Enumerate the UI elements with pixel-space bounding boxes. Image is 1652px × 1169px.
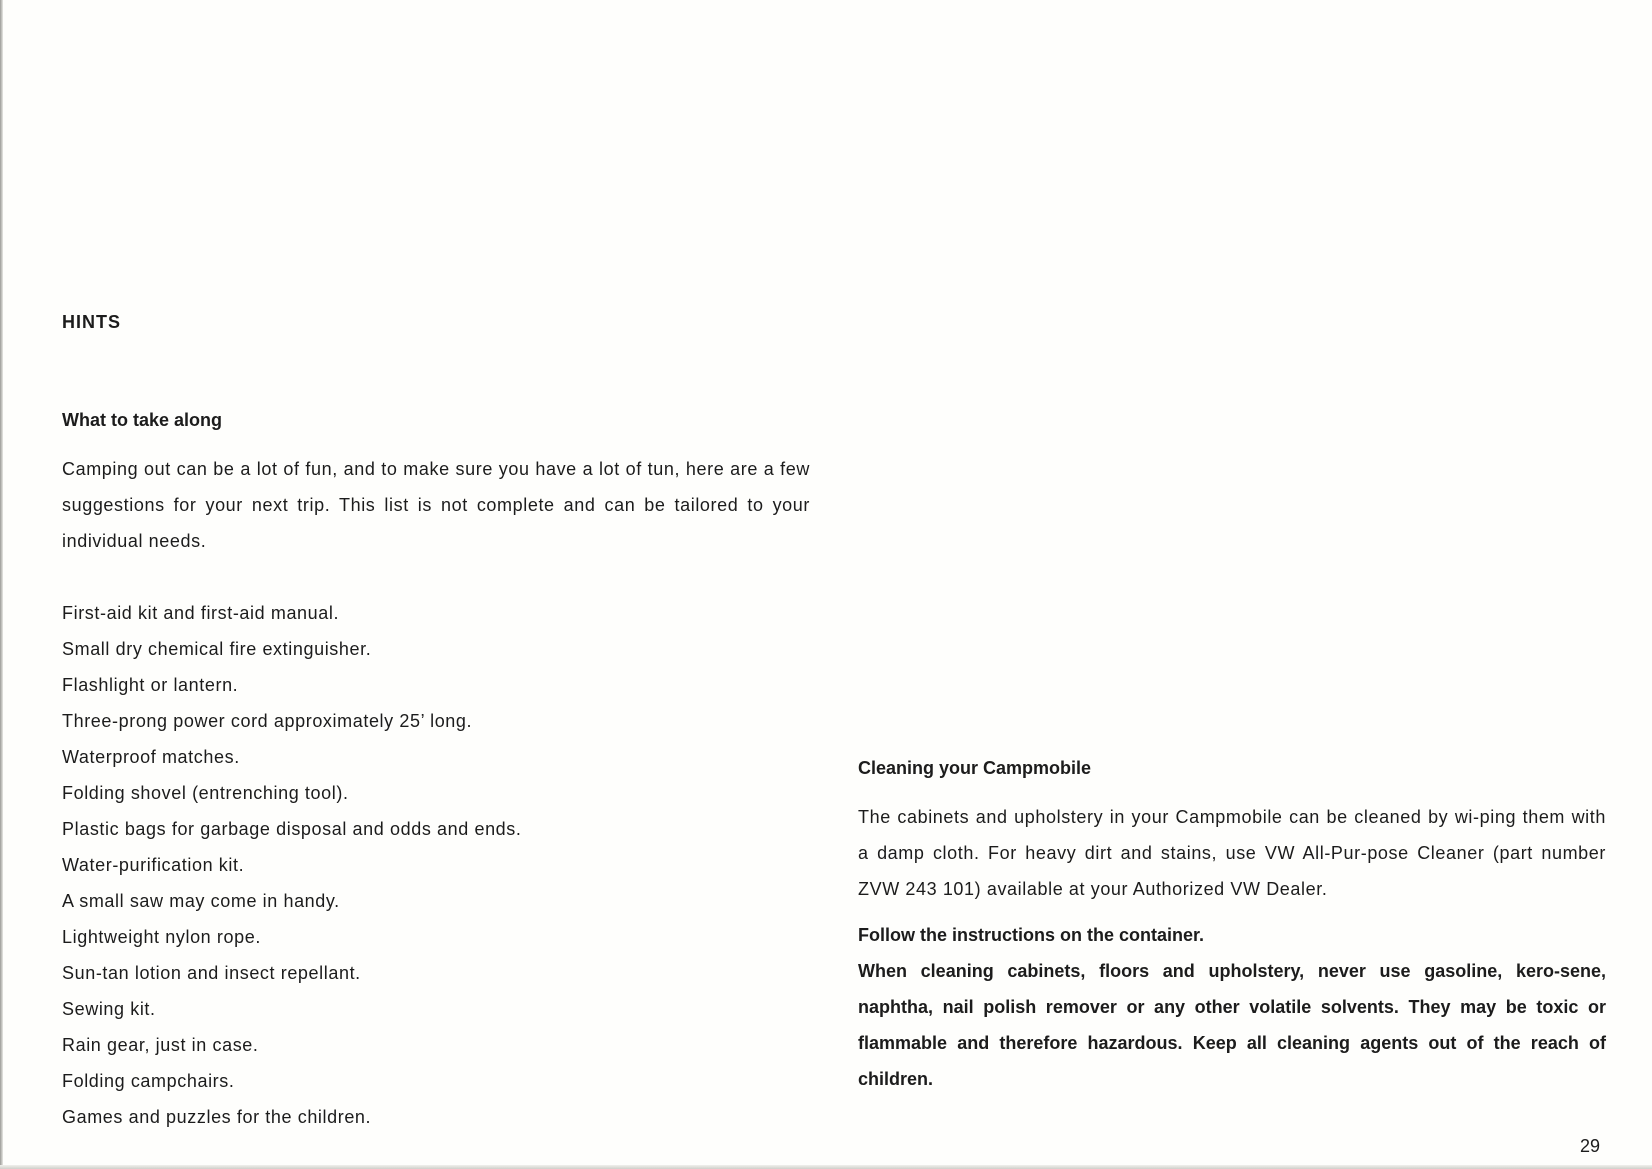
list-item: First-aid kit and first-aid manual. (62, 603, 340, 623)
list-item: Sun-tan lotion and insect repellant. (62, 963, 361, 983)
cleaning-paragraph: The cabinets and upholstery in your Campmobile can be cleaned by wi-ping them with a damp cloth. For heavy dirt and stains, use VW All-Pur-pose Cleaner (part number ZVW 243 101) available at your Authorized VW Dealer. (858, 807, 1606, 899)
intro-paragraph: Camping out can be a lot of fun, and to make sure you have a lot of tun, here are a few suggestions for your next trip. This list is not complete and can be tailored to your individual needs. (62, 459, 810, 551)
list-item: Water-purification kit. (62, 855, 245, 875)
cleaning-heading: Cleaning your Campmobile (858, 758, 1092, 778)
list-item: Small dry chemical fire extinguisher. (62, 639, 372, 659)
list-item: Lightweight nylon rope. (62, 927, 261, 947)
list-item: Folding campchairs. (62, 1071, 235, 1091)
list-item: Waterproof matches. (62, 747, 240, 767)
what-to-take-along-section (62, 405, 810, 1135)
packing-list (62, 595, 810, 1135)
list-item: Folding shovel (entrenching tool). (62, 783, 349, 803)
list-item: Flashlight or lantern. (62, 675, 239, 695)
what-to-take-along-heading: What to take along (62, 410, 223, 430)
instruction-note: Follow the instructions on the container. (858, 925, 1205, 945)
list-item: Plastic bags for garbage disposal and odds and ends. (62, 819, 522, 839)
list-item: Rain gear, just in case. (62, 1035, 259, 1055)
list-item: Games and puzzles for the children. (62, 1107, 372, 1127)
safety-warning: When cleaning cabinets, floors and upholstery, never use gasoline, kero-sene, naphtha, nail polish remover or any other volatile solvents. They may be toxic or flammable and therefore hazardous. Keep all cleaning agents out of the reach of children. (858, 961, 1606, 1089)
section-title: HINTS (62, 312, 121, 332)
page-left-edge (0, 0, 3, 1169)
page-number: 29 (1580, 1136, 1601, 1156)
list-item: Sewing kit. (62, 999, 156, 1019)
page-bottom-edge (0, 1165, 1652, 1169)
list-item: A small saw may come in handy. (62, 891, 340, 911)
list-item: Three-prong power cord approximately 25’ long. (62, 711, 473, 731)
cleaning-section (858, 753, 1606, 1097)
